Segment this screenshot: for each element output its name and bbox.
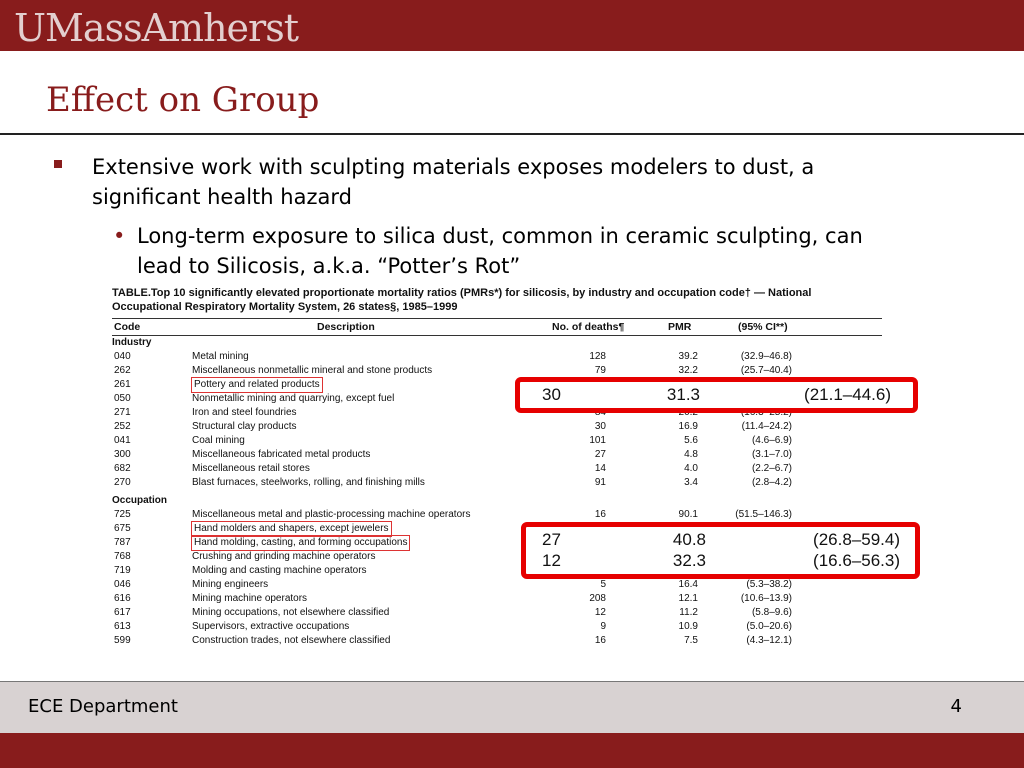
cell-description: Mining machine operators <box>192 593 308 604</box>
cell-description: Miscellaneous nonmetallic mineral and stone products <box>192 365 433 376</box>
slide-number: 4 <box>950 696 962 717</box>
cell-code: 682 <box>114 463 131 474</box>
cell-code: 725 <box>114 509 131 520</box>
highlight-row <box>526 529 915 551</box>
cell-pmr: 4.8 <box>684 449 698 460</box>
cell-description: Hand molders and shapers, except jewelers <box>194 523 389 534</box>
cell-description: Crushing and grinding machine operators <box>192 551 376 562</box>
table-row <box>112 364 882 378</box>
header-pmr: PMR <box>668 321 692 333</box>
cell-description: Mining engineers <box>192 579 269 590</box>
cell-code: 050 <box>114 393 131 404</box>
highlight-row <box>520 384 913 406</box>
cell-deaths: 14 <box>594 463 606 474</box>
round-bullet-icon: • <box>113 224 126 248</box>
table-row <box>112 508 882 522</box>
section-occupation: Occupation <box>112 495 168 506</box>
cell-code: 271 <box>114 407 131 418</box>
cell-pmr: 16.9 <box>678 421 698 432</box>
table-caption: TABLE.Top 10 significantly elevated proportionate mortality ratios (PMRs*) for silicosis, by industry and occupation code† — National Occupational Respiratory Mortality System, 26 states§, 1985–1999 <box>112 287 812 313</box>
cell-description: Miscellaneous metal and plastic-processing machine operators <box>192 509 471 520</box>
bullet-point-2: Long-term exposure to silica dust, common in ceramic sculpting, can lead to Silicosis, a.k.a. “Potter’s Rot” <box>137 224 863 278</box>
table-row <box>112 476 882 490</box>
highlight-deaths: 30 <box>542 385 561 404</box>
highlight-deaths: 27 <box>542 530 561 549</box>
cell-code: 252 <box>114 421 131 432</box>
cell-description: Mining occupations, not elsewhere classified <box>192 607 390 618</box>
cell-description: Miscellaneous fabricated metal products <box>192 449 371 460</box>
table-row <box>112 578 882 592</box>
highlight-deaths: 12 <box>542 551 561 570</box>
header-bar <box>0 0 1024 51</box>
cell-pmr: 90.1 <box>678 509 698 520</box>
cell-description: Blast furnaces, steelworks, rolling, and finishing mills <box>192 477 425 488</box>
slide-title: Effect on Group <box>46 80 320 120</box>
cell-code: 262 <box>114 365 131 376</box>
header-ci: (95% CI**) <box>738 321 788 333</box>
bottom-bar <box>0 733 1024 768</box>
table-row <box>112 420 882 434</box>
cell-description: Hand molding, casting, and forming occupations <box>194 537 408 548</box>
highlight-row <box>526 550 915 572</box>
cell-code: 768 <box>114 551 131 562</box>
cell-description: Molding and casting machine operators <box>192 565 367 576</box>
highlight-ci: (16.6–56.3) <box>813 551 900 570</box>
table-row <box>112 620 882 634</box>
highlight-pmr: 31.3 <box>666 385 700 404</box>
cell-deaths: 79 <box>594 365 606 376</box>
cell-ci: (4.6–6.9) <box>751 435 792 446</box>
title-divider <box>0 133 1024 135</box>
cell-code: 719 <box>114 565 131 576</box>
cell-ci: (5.8–9.6) <box>751 607 792 618</box>
cell-pmr: 3.4 <box>684 477 698 488</box>
cell-ci: (32.9–46.8) <box>740 351 792 362</box>
highlight-pmr: 32.3 <box>672 551 706 570</box>
cell-ci: (5.3–38.2) <box>746 579 792 590</box>
cell-description: Metal mining <box>192 351 249 362</box>
table-row <box>112 634 882 648</box>
cell-deaths: 12 <box>594 607 606 618</box>
cell-ci: (3.1–7.0) <box>751 449 792 460</box>
cell-pmr: 7.5 <box>684 635 698 646</box>
highlight-ci: (26.8–59.4) <box>813 530 900 549</box>
cell-code: 617 <box>114 607 131 618</box>
cell-ci: (4.3–12.1) <box>746 635 792 646</box>
cell-pmr: 16.4 <box>678 579 698 590</box>
highlight-ci: (21.1–44.6) <box>804 385 891 404</box>
cell-code: 040 <box>114 351 131 362</box>
table-row <box>112 462 882 476</box>
cell-deaths: 16 <box>594 509 606 520</box>
table-row <box>112 434 882 448</box>
cell-description: Nonmetallic mining and quarrying, except fuel <box>192 393 395 404</box>
cell-description: Pottery and related products <box>194 379 320 390</box>
table-row <box>112 448 882 462</box>
cell-description: Miscellaneous retail stores <box>192 463 310 474</box>
cell-pmr: 39.2 <box>678 351 698 362</box>
cell-code: 616 <box>114 593 131 604</box>
highlight-pmr: 40.8 <box>672 530 706 549</box>
highlight-box-pottery <box>515 377 918 413</box>
cell-deaths: 208 <box>589 593 606 604</box>
cell-code: 675 <box>114 523 131 534</box>
cell-deaths: 91 <box>594 477 606 488</box>
header-code: Code <box>114 321 141 333</box>
footer-bar <box>0 682 1024 733</box>
umass-logo: UMassAmherst <box>14 6 298 50</box>
cell-description: Construction trades, not elsewhere classified <box>192 635 391 646</box>
cell-description: Supervisors, extractive occupations <box>192 621 350 632</box>
silicosis-table <box>112 286 882 656</box>
cell-deaths: 27 <box>594 449 606 460</box>
cell-deaths: 101 <box>589 435 606 446</box>
cell-code: 270 <box>114 477 131 488</box>
table-row <box>112 606 882 620</box>
table-row <box>112 350 882 364</box>
cell-ci: (5.0–20.6) <box>746 621 792 632</box>
cell-description: Structural clay products <box>192 421 297 432</box>
footer-department: ECE Department <box>28 696 178 717</box>
section-industry: Industry <box>112 337 152 348</box>
cell-deaths: 30 <box>594 421 606 432</box>
industry-rows <box>112 350 882 490</box>
table-row <box>112 592 882 606</box>
cell-ci: (10.6–13.9) <box>740 593 792 604</box>
cell-description: Coal mining <box>192 435 245 446</box>
cell-pmr: 5.6 <box>684 435 698 446</box>
cell-ci: (2.2–6.7) <box>751 463 792 474</box>
cell-deaths: 16 <box>594 635 606 646</box>
cell-code: 046 <box>114 579 131 590</box>
square-bullet-icon <box>54 160 62 168</box>
cell-pmr: 4.0 <box>684 463 698 474</box>
cell-code: 613 <box>114 621 131 632</box>
header-deaths: No. of deaths¶ <box>552 321 625 333</box>
cell-ci: (11.4–24.2) <box>741 421 792 432</box>
cell-code: 300 <box>114 449 131 460</box>
cell-code: 041 <box>114 435 131 446</box>
cell-pmr: 11.2 <box>679 607 698 618</box>
cell-deaths: 128 <box>589 351 606 362</box>
cell-description: Iron and steel foundries <box>192 407 297 418</box>
cell-code: 261 <box>114 379 131 390</box>
cell-deaths: 9 <box>600 621 606 632</box>
cell-code: 787 <box>114 537 131 548</box>
bullet-point-1: Extensive work with sculpting materials exposes modelers to dust, a significant health hazard <box>92 155 815 209</box>
cell-ci: (51.5–146.3) <box>735 509 792 520</box>
cell-deaths: 5 <box>600 579 606 590</box>
table-header-row <box>112 319 882 335</box>
cell-pmr: 12.1 <box>678 593 698 604</box>
cell-ci: (25.7–40.4) <box>740 365 792 376</box>
cell-pmr: 10.9 <box>678 621 698 632</box>
highlight-box-hand-molding <box>521 522 920 579</box>
cell-ci: (2.8–4.2) <box>751 477 792 488</box>
cell-code: 599 <box>114 635 131 646</box>
cell-pmr: 32.2 <box>678 365 698 376</box>
header-description: Description <box>317 321 375 333</box>
